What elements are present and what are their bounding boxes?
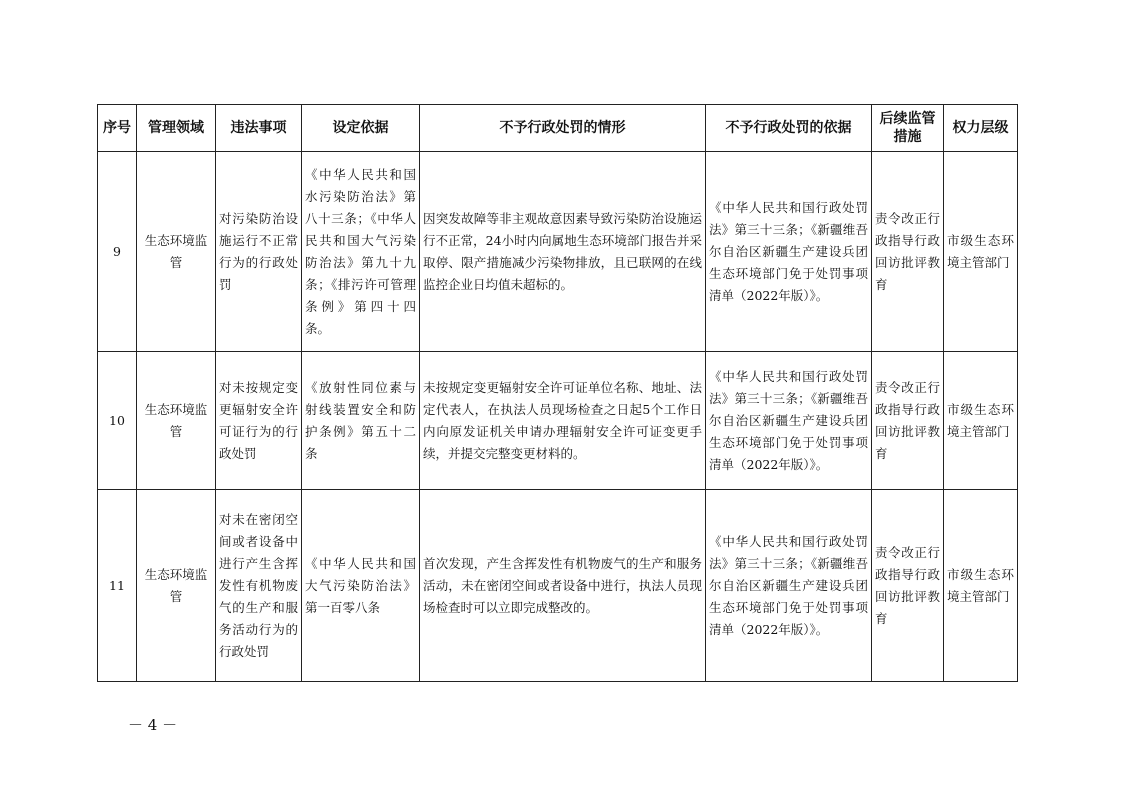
cell-circumstance: 因突发故障等非主观故意因素导致污染防治设施运行不正常，24小时内向属地生态环境部门报告并采取停、限产措施减少污染物排放，且已联网的在线监控企业日均值未超标的。	[420, 152, 706, 352]
header-domain: 管理领域	[137, 105, 216, 152]
cell-seq: 10	[98, 352, 137, 490]
header-violation: 违法事项	[216, 105, 302, 152]
cell-basis: 《放射性同位素与射线装置安全和防护条例》第五十二条	[302, 352, 420, 490]
cell-violation: 对未在密闭空间或者设备中进行产生含挥发性有机物废气的生产和服务活动行为的行政处罚	[216, 490, 302, 682]
table-row	[98, 352, 1018, 490]
header-exemption-basis: 不予行政处罚的依据	[706, 105, 872, 152]
table-row	[98, 490, 1018, 682]
cell-followup: 责令改正行政指导行政回访批评教育	[872, 152, 944, 352]
header-authority: 权力层级	[944, 105, 1018, 152]
cell-violation: 对污染防治设施运行不正常行为的行政处罚	[216, 152, 302, 352]
cell-circumstance: 未按规定变更辐射安全许可证单位名称、地址、法定代表人，在执法人员现场检查之日起5个工作日内向原发证机关申请办理辐射安全许可证变更手续，并提交完整变更材料的。	[420, 352, 706, 490]
cell-seq: 9	[98, 152, 137, 352]
header-seq: 序号	[98, 105, 137, 152]
cell-basis: 《中华人民共和国水污染防治法》第八十三条；《中华人民共和国大气污染防治法》第九十九条；《排污许可管理条例》第四十四条。	[302, 152, 420, 352]
cell-followup: 责令改正行政指导行政回访批评教育	[872, 352, 944, 490]
header-circumstance: 不予行政处罚的情形	[420, 105, 706, 152]
cell-domain: 生态环境监管	[137, 490, 216, 682]
cell-exemption-basis: 《中华人民共和国行政处罚法》第三十三条；《新疆维吾尔自治区新疆生产建设兵团生态环境部门免于处罚事项清单（2022年版）》。	[706, 352, 872, 490]
penalty-exemption-table	[97, 104, 1018, 682]
cell-exemption-basis: 《中华人民共和国行政处罚法》第三十三条；《新疆维吾尔自治区新疆生产建设兵团生态环境部门免于处罚事项清单（2022年版）》。	[706, 152, 872, 352]
cell-violation: 对未按规定变更辐射安全许可证行为的行政处罚	[216, 352, 302, 490]
cell-circumstance: 首次发现，产生含挥发性有机物废气的生产和服务活动，未在密闭空间或者设备中进行，执法人员现场检查时可以立即完成整改的。	[420, 490, 706, 682]
header-followup: 后续监管措施	[872, 105, 944, 152]
cell-seq: 11	[98, 490, 137, 682]
cell-authority: 市级生态环境主管部门	[944, 152, 1018, 352]
header-row	[98, 105, 1018, 152]
header-basis: 设定依据	[302, 105, 420, 152]
cell-authority: 市级生态环境主管部门	[944, 490, 1018, 682]
cell-domain: 生态环境监管	[137, 152, 216, 352]
table-header	[98, 105, 1018, 152]
cell-basis: 《中华人民共和国大气污染防治法》第一百零八条	[302, 490, 420, 682]
cell-domain: 生态环境监管	[137, 352, 216, 490]
page-number: － 4 －	[128, 716, 178, 734]
table-row	[98, 152, 1018, 352]
cell-exemption-basis: 《中华人民共和国行政处罚法》第三十三条；《新疆维吾尔自治区新疆生产建设兵团生态环境部门免于处罚事项清单（2022年版）》。	[706, 490, 872, 682]
cell-followup: 责令改正行政指导行政回访批评教育	[872, 490, 944, 682]
cell-authority: 市级生态环境主管部门	[944, 352, 1018, 490]
